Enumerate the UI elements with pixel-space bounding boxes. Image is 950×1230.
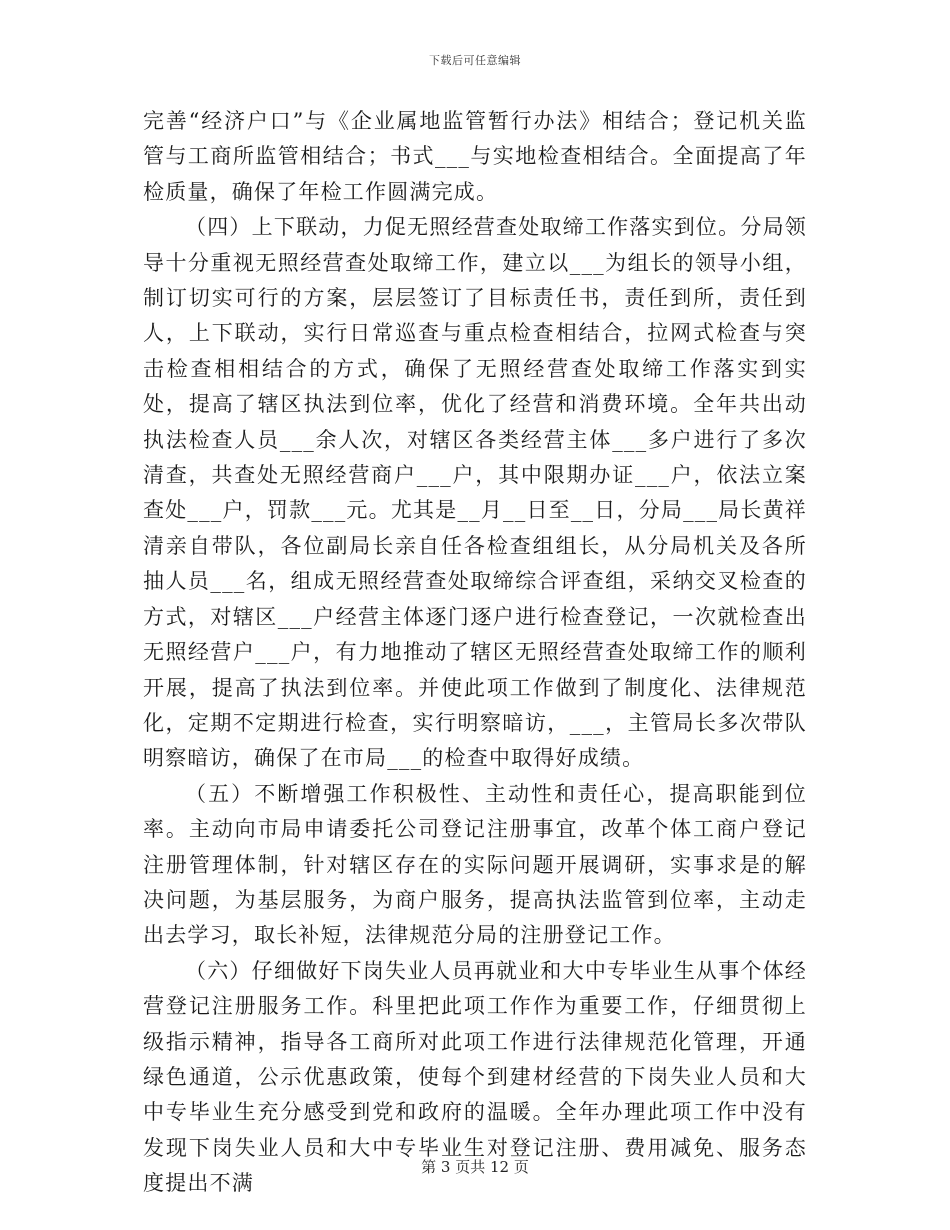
- document-body: [143, 104, 807, 1202]
- page-header: 下载后可任意编辑: [429, 54, 521, 67]
- paragraph-continuation: 完善“经济户口”与《企业属地监管暂行办法》相结合；登记机关监管与工商所监管相结合；书式___与实地检查相结合。全面提高了年检质量，确保了年检工作圆满完成。: [143, 109, 807, 204]
- page-number: 第 3 页共 12 页: [421, 1158, 529, 1176]
- paragraph-section-6: （六）仔细做好下岗失业人员再就业和大中专毕业生从事个体经营登记注册服务工作。科里把此项工作作为重要工作，仔细贯彻上级指示精神，指导各工商所对此项工作进行法律规范化管理，开通绿色通道，公示优惠政策，使每个到建材经营的下岗失业人员和大中专毕业生充分感受到党和政府的温暖。全年办理此项工作中没有发现下岗失业人员和大中专毕业生对登记注册、费用减免、服务态度提出不满: [143, 958, 807, 1196]
- paragraph-section-4: （四）上下联动，力促无照经营查处取缔工作落实到位。分局领导十分重视无照经营查处取缔工作，建立以___为组长的领导小组，制订切实可行的方案，层层签订了目标责任书，责任到所，责任到人，上下联动，实行日常巡查与重点检查相结合，拉网式检查与突击检查相相结合的方式，确保了无照经营查处取缔工作落实到实处，提高了辖区执法到位率，优化了经营和消费环境。全年共出动执法检查人员___余人次，对辖区各类经营主体___多户进行了多次清查，共查处无照经营商户___户，其中限期办证___户，依法立案查处___户，罚款___元。尤其是__月__日至__日，分局___局长黄祥清亲自带队，各位副局长亲自任各检查组组长，从分局机关及各所抽人员___名，组成无照经营查处取缔综合评查组，采纳交叉检查的方式，对辖区___户经营主体逐门逐户进行检查登记，一次就检查出无照经营户___户，有力地推动了辖区无照经营查处取缔工作的顺利开展，提高了执法到位率。并使此项工作做到了制度化、法律规范化，定期不定期进行检查，实行明察暗访，___，主管局长多次带队明察暗访，确保了在市局___的检查中取得好成绩。: [143, 215, 807, 771]
- paragraph-section-5: （五）不断增强工作积极性、主动性和责任心，提高职能到位率。主动向市局申请委托公司登记注册事宜，改革个体工商户登记注册管理体制，针对辖区存在的实际问题开展调研，实事求是的解决问题，为基层服务，为商户服务，提高执法监管到位率，主动走出去学习，取长补短，法律规范分局的注册登记工作。: [143, 781, 807, 948]
